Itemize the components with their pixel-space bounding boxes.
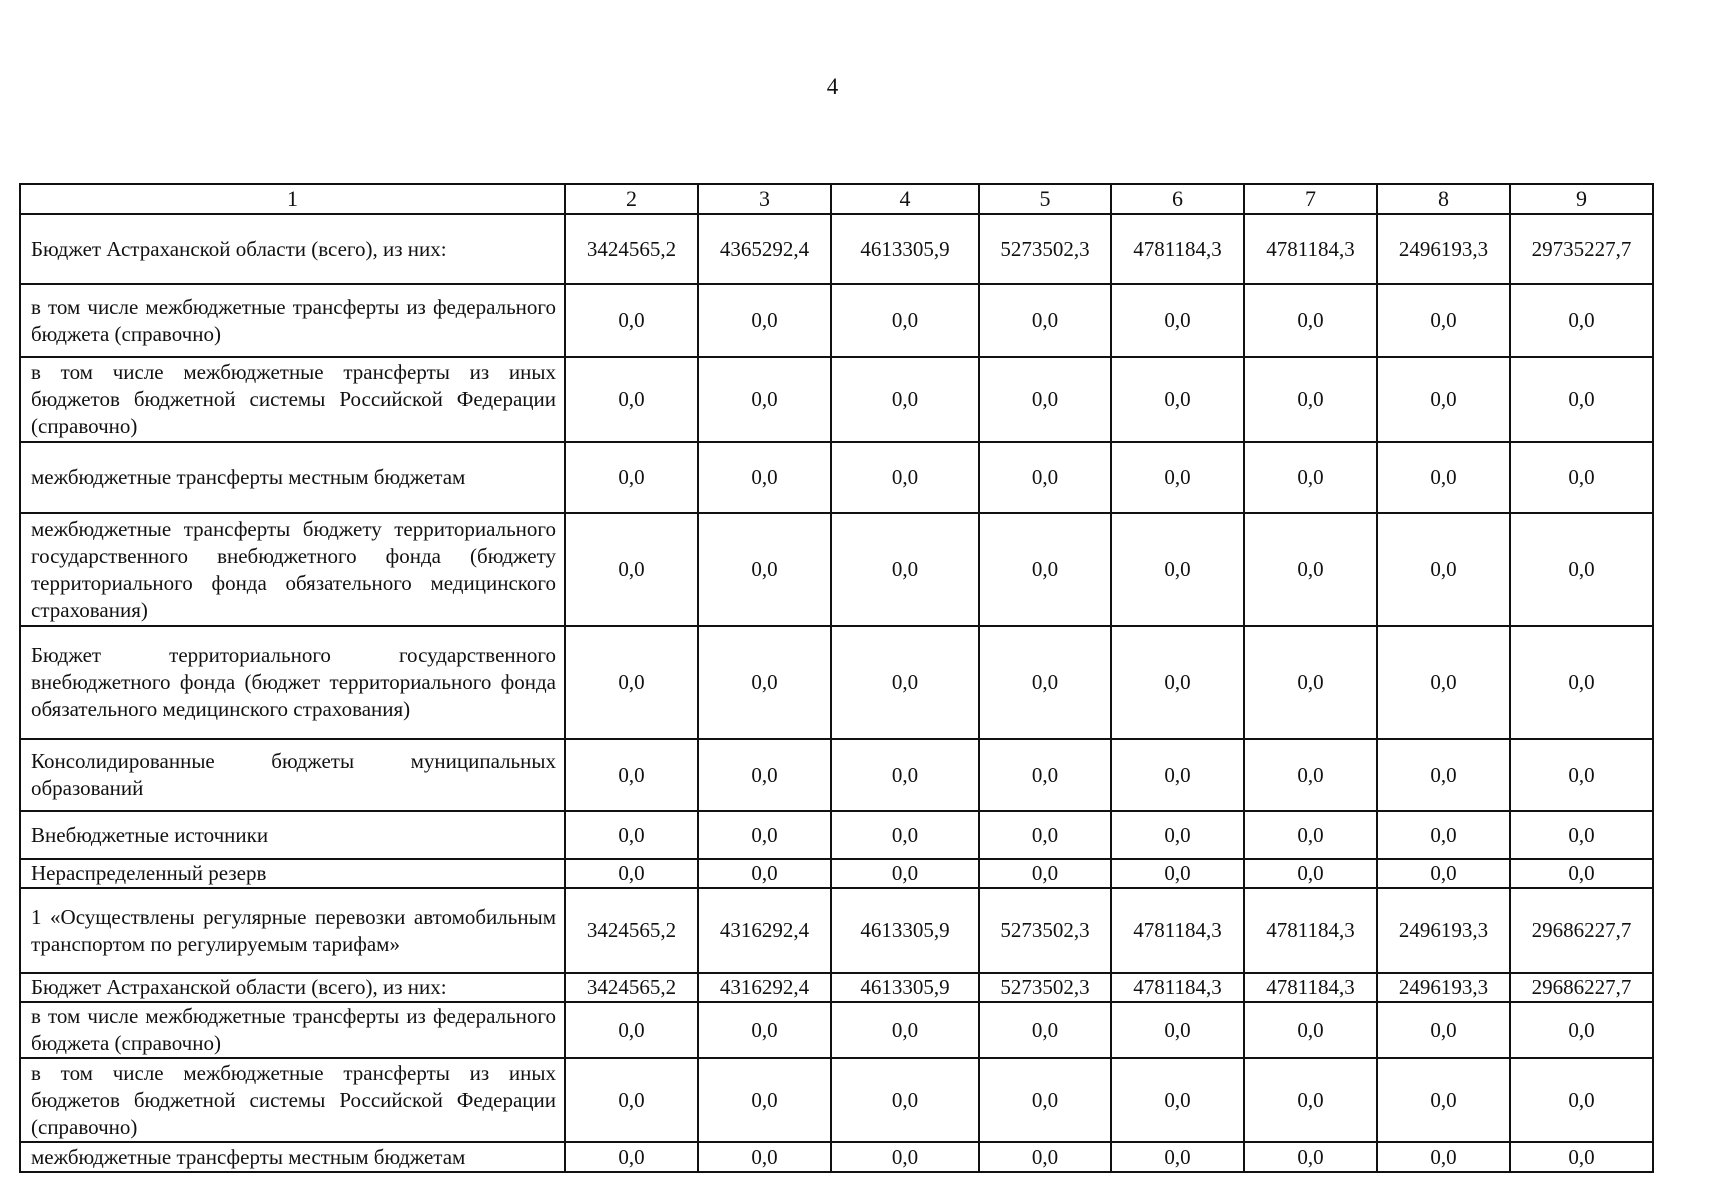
cell-value: 4316292,4: [698, 888, 831, 973]
cell-value: 2496193,3: [1377, 214, 1510, 284]
cell-value: 0,0: [1244, 1058, 1377, 1142]
table-row: [20, 214, 1653, 284]
cell-value: 0,0: [1510, 626, 1653, 739]
table-row: [20, 859, 1653, 888]
row-label: в том числе межбюджетные трансферты из иных бюджетов бюджетной системы Российской Федерации (справочно): [20, 1058, 565, 1142]
cell-value: 0,0: [565, 739, 698, 811]
cell-value: 0,0: [1377, 811, 1510, 859]
cell-value: 0,0: [1244, 626, 1377, 739]
cell-value: 0,0: [1244, 1142, 1377, 1172]
column-header: 1: [20, 184, 565, 214]
row-label: межбюджетные трансферты местным бюджетам: [20, 442, 565, 513]
row-label: Бюджет Астраханской области (всего), из них:: [20, 214, 565, 284]
column-header: 4: [831, 184, 979, 214]
table-row: [20, 1058, 1653, 1142]
cell-value: 0,0: [698, 284, 831, 357]
cell-value: 4781184,3: [1111, 973, 1244, 1002]
cell-value: 0,0: [979, 1142, 1111, 1172]
row-label: Нераспределенный резерв: [20, 859, 565, 888]
table-row: [20, 1002, 1653, 1058]
cell-value: 0,0: [1111, 284, 1244, 357]
cell-value: 0,0: [698, 626, 831, 739]
cell-value: 0,0: [831, 1142, 979, 1172]
cell-value: 0,0: [1111, 859, 1244, 888]
cell-value: 29686227,7: [1510, 888, 1653, 973]
cell-value: 0,0: [565, 1002, 698, 1058]
cell-value: 2496193,3: [1377, 888, 1510, 973]
cell-value: 0,0: [831, 739, 979, 811]
row-label: в том числе межбюджетные трансферты из федерального бюджета (справочно): [20, 1002, 565, 1058]
cell-value: 0,0: [1111, 1142, 1244, 1172]
cell-value: 0,0: [565, 513, 698, 626]
table-row: [20, 357, 1653, 442]
cell-value: 0,0: [1377, 739, 1510, 811]
cell-value: 0,0: [1377, 626, 1510, 739]
cell-value: 0,0: [698, 357, 831, 442]
cell-value: 4613305,9: [831, 888, 979, 973]
cell-value: 0,0: [979, 1002, 1111, 1058]
cell-value: 0,0: [1377, 513, 1510, 626]
cell-value: 4316292,4: [698, 973, 831, 1002]
cell-value: 0,0: [979, 739, 1111, 811]
row-label: Бюджет территориального государственного внебюджетного фонда (бюджет территориального фонда обязательного медицинского страхования): [20, 626, 565, 739]
cell-value: 0,0: [979, 284, 1111, 357]
cell-value: 0,0: [698, 442, 831, 513]
cell-value: 0,0: [831, 1002, 979, 1058]
cell-value: 0,0: [1111, 626, 1244, 739]
cell-value: 3424565,2: [565, 214, 698, 284]
cell-value: 0,0: [1510, 1058, 1653, 1142]
cell-value: 0,0: [1111, 1058, 1244, 1142]
cell-value: 0,0: [698, 859, 831, 888]
cell-value: 0,0: [1244, 811, 1377, 859]
cell-value: 0,0: [831, 859, 979, 888]
table-row: [20, 888, 1653, 973]
cell-value: 0,0: [1244, 357, 1377, 442]
cell-value: 4613305,9: [831, 973, 979, 1002]
column-header: 7: [1244, 184, 1377, 214]
cell-value: 0,0: [1510, 284, 1653, 357]
cell-value: 0,0: [979, 811, 1111, 859]
column-header: 3: [698, 184, 831, 214]
cell-value: 0,0: [1244, 284, 1377, 357]
cell-value: 0,0: [831, 284, 979, 357]
cell-value: 0,0: [698, 811, 831, 859]
row-label: межбюджетные трансферты бюджету территориального государственного внебюджетного фонда (бюджету территориального фонда обязательного медицинского страхования): [20, 513, 565, 626]
cell-value: 5273502,3: [979, 214, 1111, 284]
cell-value: 0,0: [698, 513, 831, 626]
cell-value: 0,0: [1510, 513, 1653, 626]
page-number: 4: [826, 74, 839, 99]
cell-value: 0,0: [831, 513, 979, 626]
table-header-row: [20, 184, 1653, 214]
cell-value: 4781184,3: [1244, 214, 1377, 284]
cell-value: 0,0: [1377, 859, 1510, 888]
row-label: Консолидированные бюджеты муниципальных образований: [20, 739, 565, 811]
cell-value: 3424565,2: [565, 888, 698, 973]
row-label: в том числе межбюджетные трансферты из федерального бюджета (справочно): [20, 284, 565, 357]
cell-value: 0,0: [1111, 513, 1244, 626]
cell-value: 0,0: [979, 357, 1111, 442]
cell-value: 0,0: [1377, 357, 1510, 442]
budget-table: [19, 183, 1654, 1173]
cell-value: 0,0: [1244, 739, 1377, 811]
cell-value: 5273502,3: [979, 973, 1111, 1002]
cell-value: 0,0: [565, 1142, 698, 1172]
cell-value: 4613305,9: [831, 214, 979, 284]
row-label: Внебюджетные источники: [20, 811, 565, 859]
cell-value: 0,0: [698, 1058, 831, 1142]
row-label: Бюджет Астраханской области (всего), из них:: [20, 973, 565, 1002]
cell-value: 4781184,3: [1244, 973, 1377, 1002]
table-row: [20, 973, 1653, 1002]
cell-value: 0,0: [565, 1058, 698, 1142]
cell-value: 0,0: [565, 811, 698, 859]
column-header: 6: [1111, 184, 1244, 214]
cell-value: 0,0: [1111, 442, 1244, 513]
cell-value: 0,0: [831, 357, 979, 442]
cell-value: 4781184,3: [1111, 888, 1244, 973]
row-label: межбюджетные трансферты местным бюджетам: [20, 1142, 565, 1172]
cell-value: 0,0: [565, 284, 698, 357]
cell-value: 0,0: [1111, 739, 1244, 811]
cell-value: 0,0: [1111, 1002, 1244, 1058]
table-row: [20, 1142, 1653, 1172]
cell-value: 0,0: [831, 626, 979, 739]
cell-value: 0,0: [698, 1002, 831, 1058]
cell-value: 0,0: [1377, 442, 1510, 513]
cell-value: 0,0: [1510, 357, 1653, 442]
cell-value: 0,0: [1377, 284, 1510, 357]
cell-value: 0,0: [1510, 859, 1653, 888]
cell-value: 0,0: [698, 1142, 831, 1172]
cell-value: 3424565,2: [565, 973, 698, 1002]
cell-value: 0,0: [565, 357, 698, 442]
cell-value: 0,0: [979, 859, 1111, 888]
cell-value: 0,0: [565, 626, 698, 739]
cell-value: 0,0: [1111, 811, 1244, 859]
cell-value: 4781184,3: [1111, 214, 1244, 284]
cell-value: 0,0: [1510, 739, 1653, 811]
cell-value: 0,0: [979, 442, 1111, 513]
cell-value: 0,0: [831, 811, 979, 859]
cell-value: 0,0: [979, 513, 1111, 626]
cell-value: 0,0: [1510, 811, 1653, 859]
column-header: 8: [1377, 184, 1510, 214]
cell-value: 0,0: [1377, 1058, 1510, 1142]
cell-value: 0,0: [1111, 357, 1244, 442]
table-row: [20, 442, 1653, 513]
cell-value: 0,0: [1244, 442, 1377, 513]
cell-value: 0,0: [979, 1058, 1111, 1142]
cell-value: 4781184,3: [1244, 888, 1377, 973]
cell-value: 0,0: [831, 1058, 979, 1142]
cell-value: 0,0: [1510, 1142, 1653, 1172]
cell-value: 0,0: [1377, 1142, 1510, 1172]
cell-value: 0,0: [1244, 513, 1377, 626]
table-row: [20, 739, 1653, 811]
column-header: 5: [979, 184, 1111, 214]
cell-value: 0,0: [565, 859, 698, 888]
cell-value: 0,0: [1510, 1002, 1653, 1058]
cell-value: 0,0: [1244, 1002, 1377, 1058]
row-label: в том числе межбюджетные трансферты из иных бюджетов бюджетной системы Российской Федерации (справочно): [20, 357, 565, 442]
cell-value: 29686227,7: [1510, 973, 1653, 1002]
column-header: 2: [565, 184, 698, 214]
table-row: [20, 513, 1653, 626]
table-row: [20, 811, 1653, 859]
table-row: [20, 284, 1653, 357]
cell-value: 29735227,7: [1510, 214, 1653, 284]
cell-value: 0,0: [1244, 859, 1377, 888]
cell-value: 0,0: [1510, 442, 1653, 513]
cell-value: 0,0: [1377, 1002, 1510, 1058]
table-row: [20, 626, 1653, 739]
cell-value: 0,0: [831, 442, 979, 513]
cell-value: 0,0: [698, 739, 831, 811]
row-label: 1 «Осуществлены регулярные перевозки автомобильным транспортом по регулируемым тарифам»: [20, 888, 565, 973]
cell-value: 0,0: [979, 626, 1111, 739]
cell-value: 5273502,3: [979, 888, 1111, 973]
column-header: 9: [1510, 184, 1653, 214]
cell-value: 4365292,4: [698, 214, 831, 284]
cell-value: 2496193,3: [1377, 973, 1510, 1002]
cell-value: 0,0: [565, 442, 698, 513]
